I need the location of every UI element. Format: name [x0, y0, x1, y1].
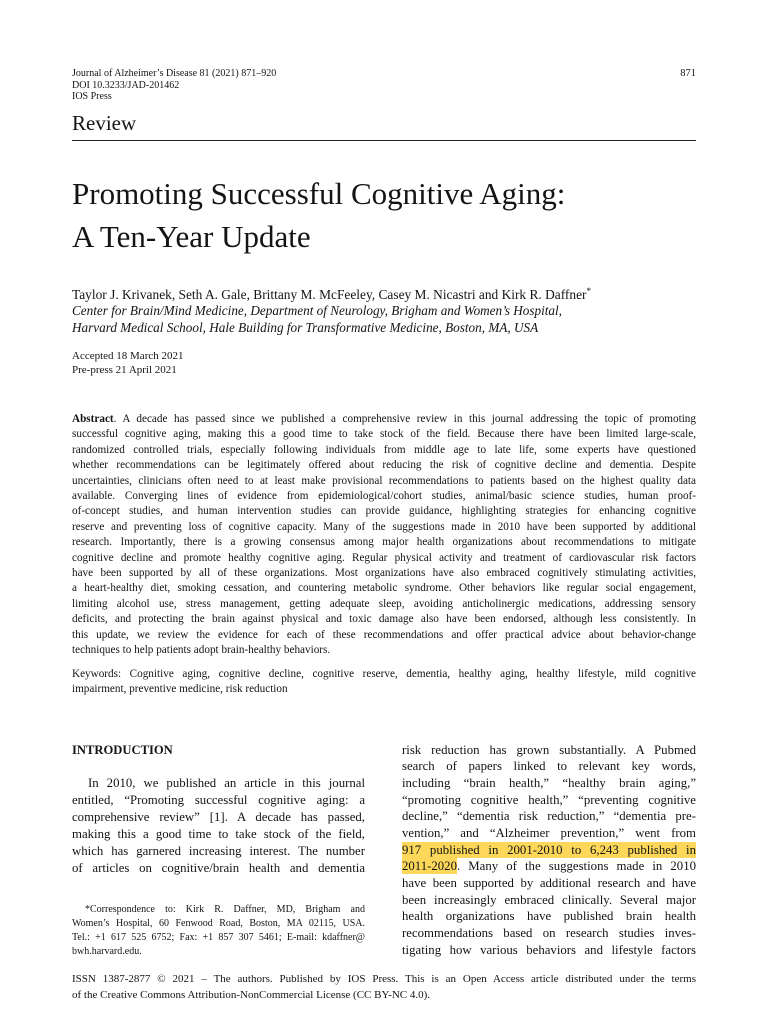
body-line: “promoting cognitive health,” “preventing cognitive: [402, 792, 696, 807]
abstract-line: techniques to help patients adopt brain-healthy behaviors.: [72, 644, 331, 657]
page-number: 871: [680, 68, 696, 79]
keywords: [72, 667, 696, 698]
corresponding-author-mark: *: [586, 286, 591, 296]
article-dates: [72, 349, 372, 377]
body-line: search of papers linked to relevant key words,: [402, 759, 696, 774]
article-title: [72, 172, 696, 258]
publisher: IOS Press: [72, 91, 112, 102]
abstract-line: of-concept studies, and human intervention studies can provide guidance, highlighting strategies for enhancing cognitive: [72, 505, 696, 518]
footer-line: ISSN 1387-2877 © 2021 – The authors. Published by IOS Press. This is an Open Access article distributed under the terms: [72, 973, 696, 985]
title-line: A Ten-Year Update: [72, 219, 311, 254]
header-rule: [72, 140, 696, 141]
body-line: entitled, “Promoting successful cognitive aging: a: [72, 792, 365, 807]
abstract-line: limiting alcohol use, stress management, getting adequate sleep, avoiding anticholinergic medications, addressing sensory: [72, 597, 696, 610]
license-footer: [72, 971, 696, 1003]
abstract-line: available. Converging lines of evidence from epidemiological/cohort studies, animal/basic science studies, human proof-: [72, 490, 696, 503]
abstract-line: [72, 412, 696, 427]
body-line: In 2010, we published an article in this journal: [88, 775, 365, 790]
abstract-label: Abstract: [72, 413, 114, 425]
prepress-date: Pre-press 21 April 2021: [72, 364, 177, 376]
intro-paragraph-right: [402, 742, 696, 959]
body-line: making this a good time to take stock of the field,: [72, 826, 365, 841]
accepted-date: Accepted 18 March 2021: [72, 350, 184, 362]
affiliation-line: Center for Brain/Mind Medicine, Department of Neurology, Brigham and Women’s Hospital,: [72, 303, 562, 318]
body-line: comprehensive review” [1]. A decade has passed,: [72, 809, 365, 824]
footnote-line: *Correspondence to: Kirk R. Daffner, MD, Brigham and: [85, 904, 365, 915]
affiliation: [72, 302, 696, 336]
abstract-line: reserve and preventing loss of cognitive capacity. Many of the suggestions made in 2010 have been supported by additional: [72, 520, 696, 533]
abstract-line: research. Importantly, there is a growing consensus among major health organizations about recommendations to mitigate: [72, 536, 696, 549]
text-highlight: 2011-2020: [402, 859, 457, 874]
body-line: [402, 858, 696, 875]
author-names: Taylor J. Krivanek, Seth A. Gale, Brittany M. McFeeley, Casey M. Nicastri and Kirk R. Daffner: [72, 287, 587, 302]
text-highlight: 917 published in 2001-2010 to 6,243 published in: [402, 842, 696, 857]
body-line: risk reduction has grown substantially. A Pubmed: [402, 742, 696, 757]
correspondence-footnote: [72, 903, 365, 959]
abstract-line: whether recommendations can be legitimately offered about reducing the risk of cognitive decline and dementia. Despite: [72, 459, 696, 472]
body-line: decline,” “dementia risk reduction,” “dementia pre-: [402, 809, 696, 824]
body-line: recommendations based on research studies inves-: [402, 926, 696, 941]
abstract-line: a heart-healthy diet, smoking cessation, and countering metabolic syndrome. Other behaviors like regular social engagement,: [72, 582, 696, 595]
footnote-line: Women’s Hospital, 60 Fenwood Road, Boston, MA 02115, USA.: [72, 918, 365, 929]
body-line: including “brain health,” “healthy brain aging,”: [402, 776, 696, 791]
abstract-line: successful cognitive aging, making this a good time to take stock of the field. Because there have been limited large-scale,: [72, 428, 696, 441]
footer-line: of the Creative Commons Attribution-NonCommercial License (CC BY-NC 4.0).: [72, 989, 431, 1001]
abstract-text: . A decade has passed since we published a comprehensive review in this journal addressing the topic of promoting: [113, 413, 696, 425]
intro-paragraph-left: [72, 775, 365, 877]
body-line: vention,” and “Alzheimer prevention,” went from: [402, 826, 696, 841]
body-line: which has garnered increasing interest. The number: [72, 843, 365, 858]
doi: DOI 10.3233/JAD-201462: [72, 79, 180, 91]
author-list: [72, 287, 696, 303]
title-line: Promoting Successful Cognitive Aging:: [72, 176, 566, 211]
abstract-line: have been supported by all of these organizations. Most organizations have also embraced cognitively stimulating activities,: [72, 567, 696, 580]
abstract-line: randomized controlled trials, especially following individuals from middle age to late life, some experts have questioned: [72, 443, 696, 456]
body-line: of articles on cognitive/brain health and dementia: [72, 860, 365, 875]
article-type-label: Review: [72, 111, 137, 135]
section-heading: INTRODUCTION: [72, 743, 173, 757]
affiliation-line: Harvard Medical School, Hale Building for Transformative Medicine, Boston, MA, USA: [72, 320, 539, 335]
body-line: tigating how various behaviors and lifestyle factors: [402, 942, 696, 957]
body-text: . Many of the suggestions made in 2010: [456, 859, 696, 874]
footnote-line: bwh.harvard.edu.: [72, 946, 142, 957]
abstract-line: cognitive decline and promote healthy cognitive aging. Regular physical activity and treatment of cardiovascular risk factors: [72, 551, 696, 564]
journal-citation: Journal of Alzheimer’s Disease 81 (2021) 871–920: [72, 68, 277, 79]
footnote-line: Tel.: +1 617 525 6752; Fax: +1 857 307 5461; E-mail: kdaffner@: [72, 932, 365, 943]
abstract-line: this update, we review the evidence for each of these recommendations and offer practical advice about behavior-change: [72, 628, 696, 641]
body-line: health organizations have published brain health: [402, 909, 696, 924]
keywords-line: impairment, preventive medicine, risk reduction: [72, 683, 288, 696]
abstract-line: uncertainties, clinicians often need to at least make provisional recommendations to patients based on the highest quality data: [72, 474, 696, 487]
body-line: have been supported by additional research and have: [402, 876, 696, 891]
body-line: been increasingly embraced clinically. Several major: [402, 892, 696, 907]
abstract: [72, 412, 696, 659]
abstract-line: deficits, and protecting the brain against physical and toxic damage also have been endorsed, although less consistently. In: [72, 613, 696, 626]
body-line: [402, 842, 696, 859]
running-header: [72, 68, 472, 103]
keywords-line: Keywords: Cognitive aging, cognitive decline, cognitive reserve, dementia, healthy aging, healthy lifestyle, mild cognitive: [72, 668, 696, 680]
